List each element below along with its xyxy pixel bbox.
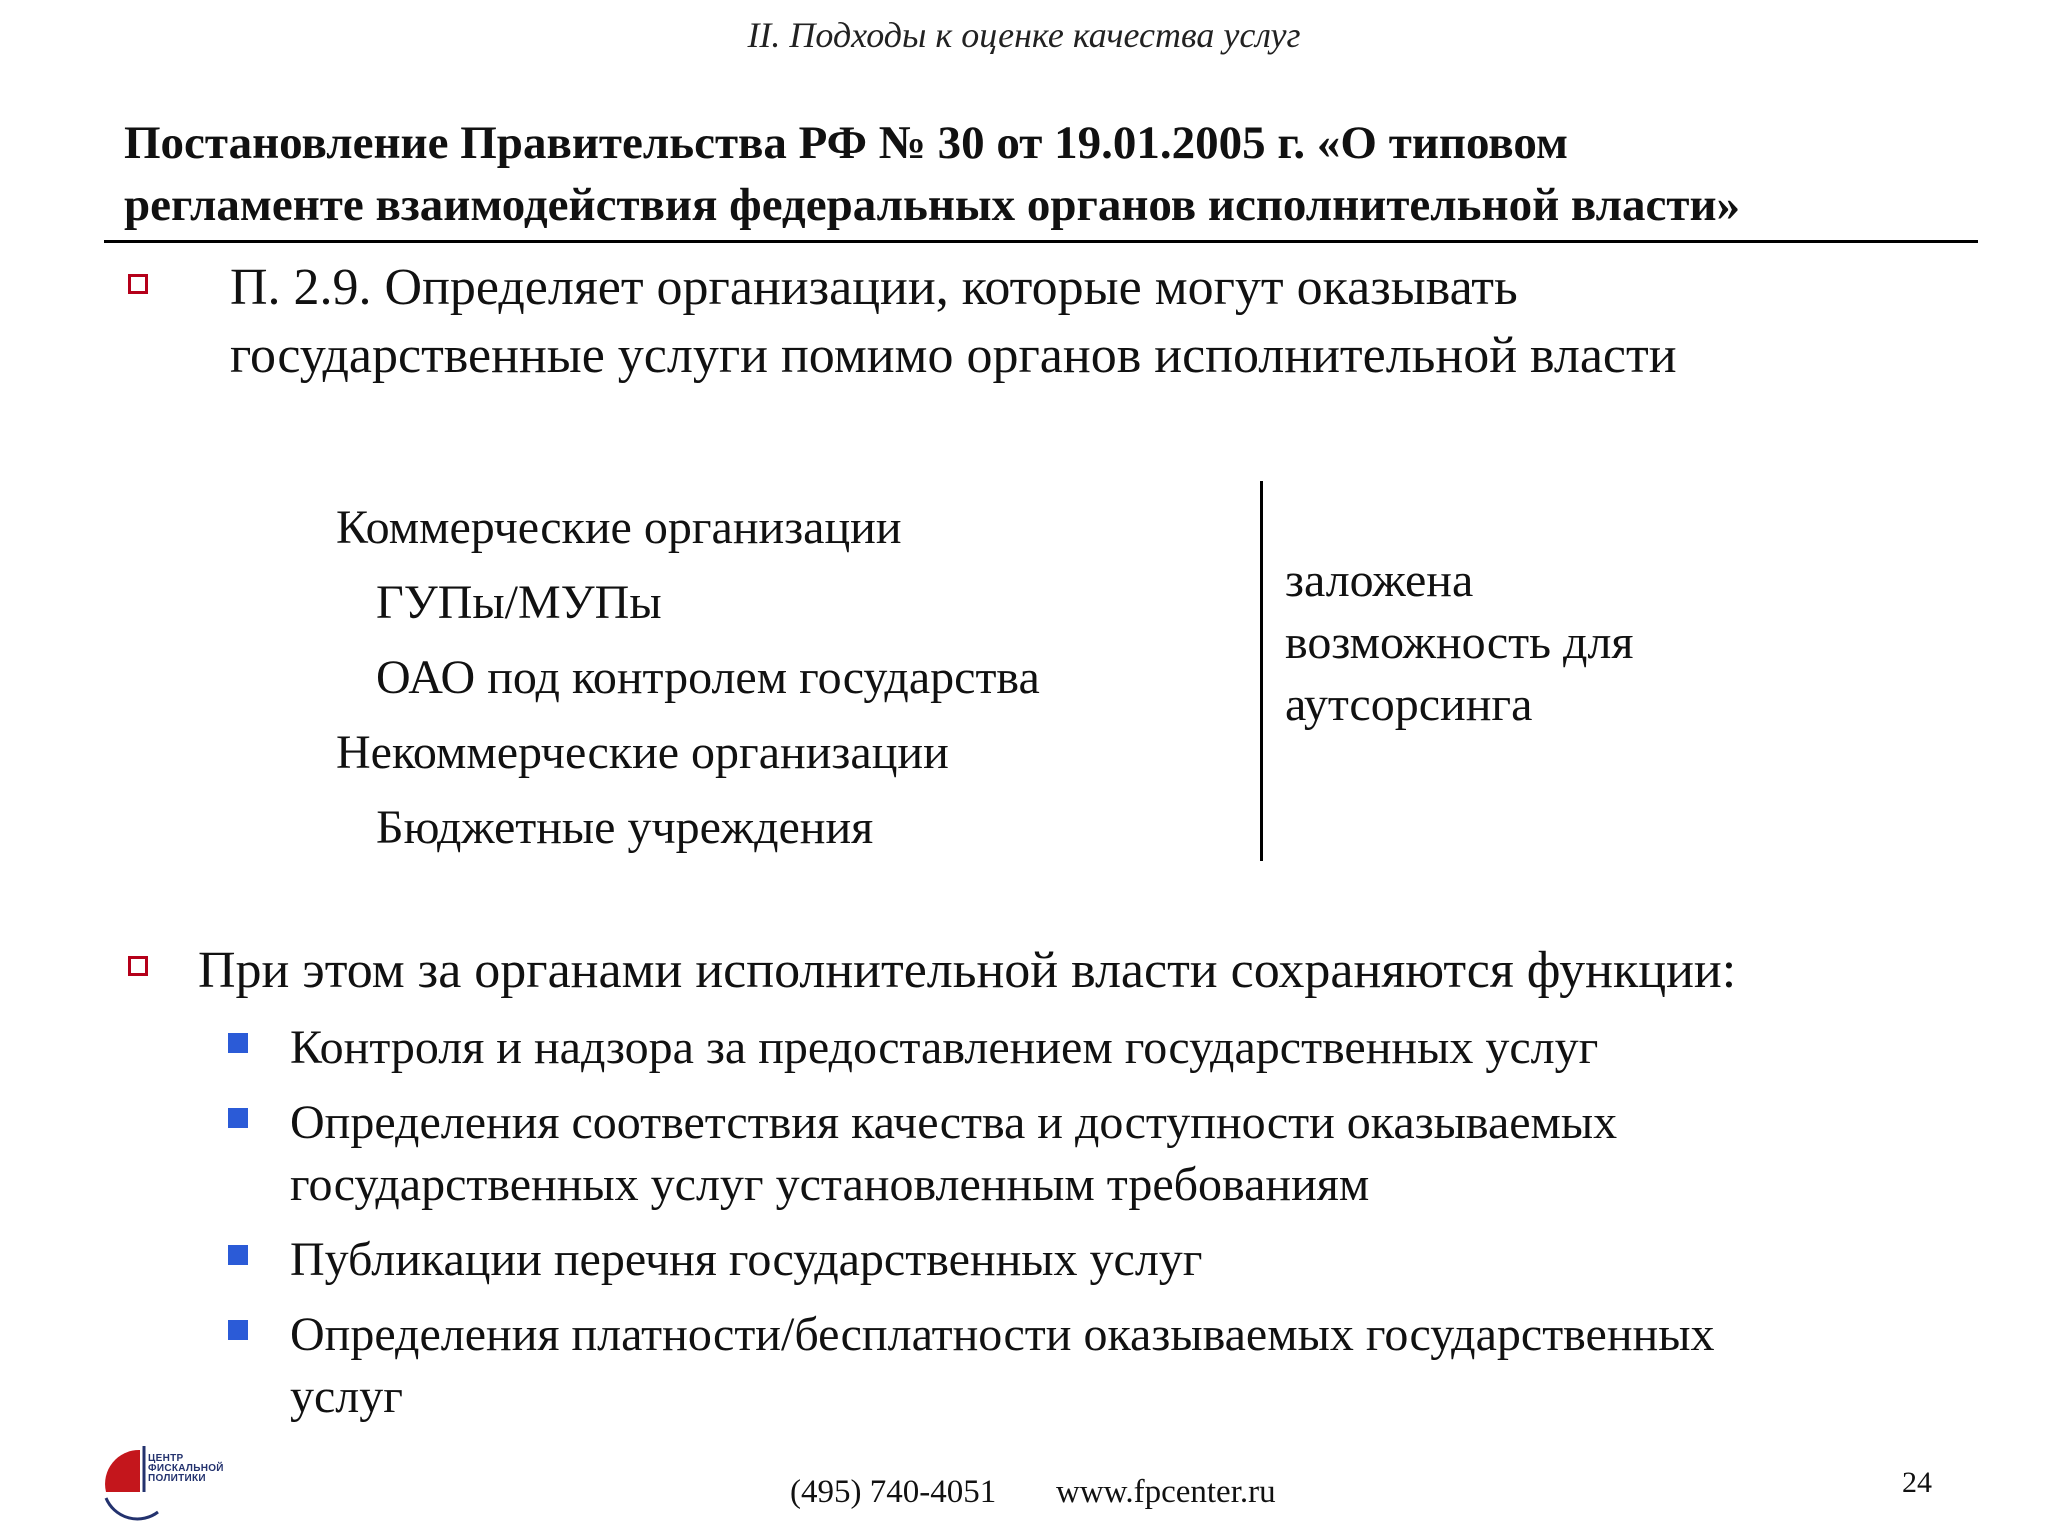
square-filled-bullet-icon xyxy=(228,1108,248,1128)
page-number: 24 xyxy=(1902,1466,1932,1499)
logo-text-line: ЦЕНТР xyxy=(148,1453,184,1464)
title-divider xyxy=(104,240,1978,243)
bullet-paragraph-1 xyxy=(230,254,1950,390)
slide-title-line-2: регламенте взаимодействия федеральных органов исполнительной власти» xyxy=(124,179,1741,231)
logo-text-line: ПОЛИТИКИ xyxy=(148,1473,206,1484)
note-line-2: возможность для xyxy=(1285,616,1634,669)
function-item xyxy=(290,1017,1990,1079)
org-item-oao: ОАО под контролем государства xyxy=(376,651,1040,704)
function-item-line: государственных услуг установленным требованиям xyxy=(290,1158,1370,1211)
slide-title-line-1: Постановление Правительства РФ № 30 от 19.01.2005 г. «О типовом xyxy=(124,117,1568,169)
bullet-1-line-2: государственные услуги помимо органов исполнительной власти xyxy=(230,327,1677,384)
org-item-commercial: Коммерческие организации xyxy=(336,501,902,554)
function-item-line: Публикации перечня государственных услуг xyxy=(290,1233,1203,1286)
bullet-1-line-1: П. 2.9. Определяет организации, которые могут оказывать xyxy=(230,259,1518,316)
function-item xyxy=(290,1304,1990,1428)
logo-navy-arc xyxy=(106,1498,158,1519)
footer-phone: (495) 740-4051 xyxy=(790,1474,997,1510)
org-item-noncommercial: Некоммерческие организации xyxy=(336,726,949,779)
square-filled-bullet-icon xyxy=(228,1245,248,1265)
square-filled-bullet-icon xyxy=(228,1033,248,1053)
org-item-gup-mup: ГУПы/МУПы xyxy=(376,576,662,629)
note-line-3: аутсорсинга xyxy=(1285,678,1533,731)
section-header: II. Подходы к оценке качества услуг xyxy=(747,15,1301,55)
function-item xyxy=(290,1092,1990,1216)
function-item-line: Определения соответствия качества и доступности оказываемых xyxy=(290,1096,1618,1149)
function-item-line: услуг xyxy=(290,1370,403,1423)
function-item-line: Контроля и надзора за предоставлением государственных услуг xyxy=(290,1021,1599,1074)
logo-red-segment xyxy=(105,1450,140,1492)
function-item xyxy=(290,1229,1990,1291)
vertical-separator xyxy=(1260,481,1263,861)
bullet-paragraph-2: При этом за органами исполнительной власти сохраняются функции: xyxy=(198,942,1737,999)
logo-text-line: ФИСКАЛЬНОЙ xyxy=(148,1463,224,1474)
square-outline-bullet-icon xyxy=(128,956,148,976)
note-line-1: заложена xyxy=(1285,554,1474,607)
logo-text xyxy=(148,1454,224,1484)
org-item-budget: Бюджетные учреждения xyxy=(376,801,874,854)
slide-title xyxy=(124,112,1984,236)
square-outline-bullet-icon xyxy=(128,274,148,294)
logo xyxy=(100,1442,224,1526)
footer-website[interactable]: www.fpcenter.ru xyxy=(1056,1474,1276,1510)
outsourcing-note xyxy=(1285,550,1725,736)
square-filled-bullet-icon xyxy=(228,1320,248,1340)
function-item-line: Определения платности/бесплатности оказываемых государственных xyxy=(290,1308,1715,1361)
